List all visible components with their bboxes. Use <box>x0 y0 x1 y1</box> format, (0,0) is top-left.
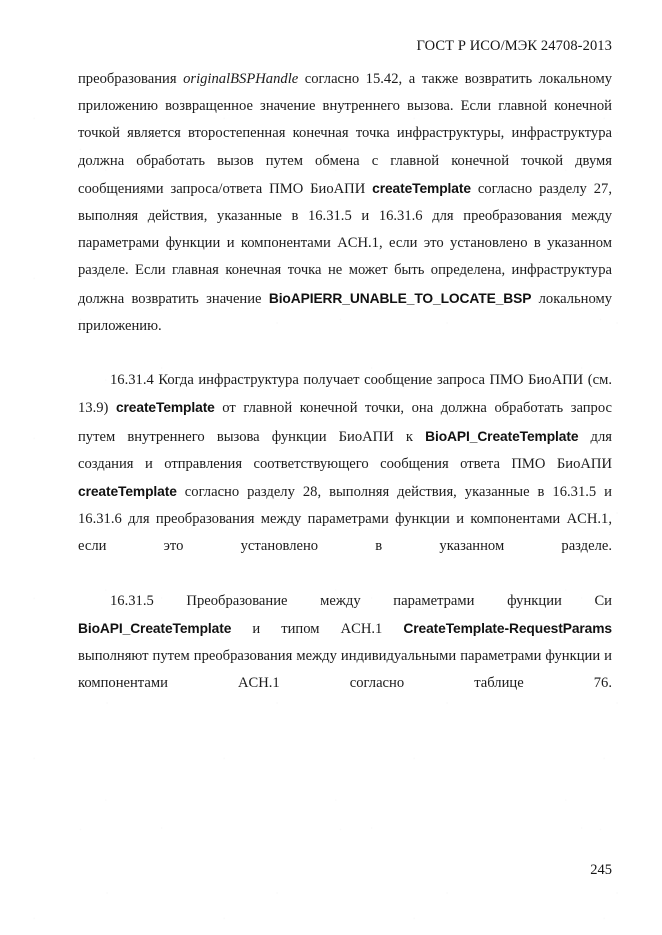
identifier-bioapierr-unable-to-locate-bsp: BioAPIERR_UNABLE_TO_LOCATE_BSP <box>268 290 532 306</box>
identifier-createtemplate-requestparams: CreateTemplate-RequestParams <box>403 621 612 637</box>
text-run: согласно разделу 28, выполняя действия, указанные в 16.31.5 и 16.31.6 для преобразования между параметрами функции и компонентами ACH.1, если это установлено в указанном разделе. <box>78 484 612 555</box>
text-run: и типом ACH.1 <box>231 621 404 638</box>
text-run: 16.31.4 Когда инфраструктура получает сообщение запроса ПМО БиоАПИ (см. 13.9) <box>78 372 612 417</box>
text-run: преобразования <box>78 71 184 87</box>
identifier-create-template: createTemplate <box>78 484 177 500</box>
text-run: согласно разделу 27, выполняя действия, указанные в 16.31.5 и 16.31.6 для преобразования между параметрами функции и компонентами ACH.1, если это установлено в указанном разделе. Если главная конечная точка не может быть определена, инфраструктура должна возвратить значение <box>78 180 612 307</box>
paragraph-clause-16-31-5 <box>78 588 612 725</box>
identifier-bioapi-createtemplate: BioAPI_CreateTemplate <box>78 621 232 637</box>
page-number: 245 <box>590 862 612 878</box>
text-run: от главной конечной точки, она должна обработать запрос путем внутреннего вызова функции БиоАПИ к <box>78 400 612 445</box>
text-run: выполняют путем преобразования между индивидуальными параметрами функции и компонентами ACH.1 согласно таблице 76. <box>78 648 612 692</box>
text-run: локальному приложению. <box>78 290 612 334</box>
text-run: для создания и отправления соответствующего сообщения ответа ПМО БиоАПИ <box>78 428 612 472</box>
identifier-original-bsp-handle: originalBSPHandle <box>183 71 299 87</box>
text-run: 16.31.5 Преобразование между параметрами функции Си <box>110 592 612 609</box>
identifier-create-template: createTemplate <box>372 180 471 196</box>
identifier-create-template: createTemplate <box>115 400 215 416</box>
identifier-bioapi-createtemplate: BioAPI_CreateTemplate <box>425 428 579 444</box>
running-header-standard-number: ГОСТ Р ИСО/МЭК 24708-2013 <box>416 38 612 54</box>
paragraph-clause-16-31-4 <box>78 367 612 588</box>
text-run: согласно 15.42, а также возвратить локальному приложению возвращенное значение внутреннего вызова. Если главной конечной точкой является второстепенная конечная точка инфраструктуры, инфраструктура должна обработать вызов путем обмена с главной конечной точкой двумя сообщениями запроса/ответа ПМО БиоАПИ <box>78 71 612 197</box>
body-text-column <box>78 66 612 725</box>
paragraph-continuation <box>78 66 612 367</box>
